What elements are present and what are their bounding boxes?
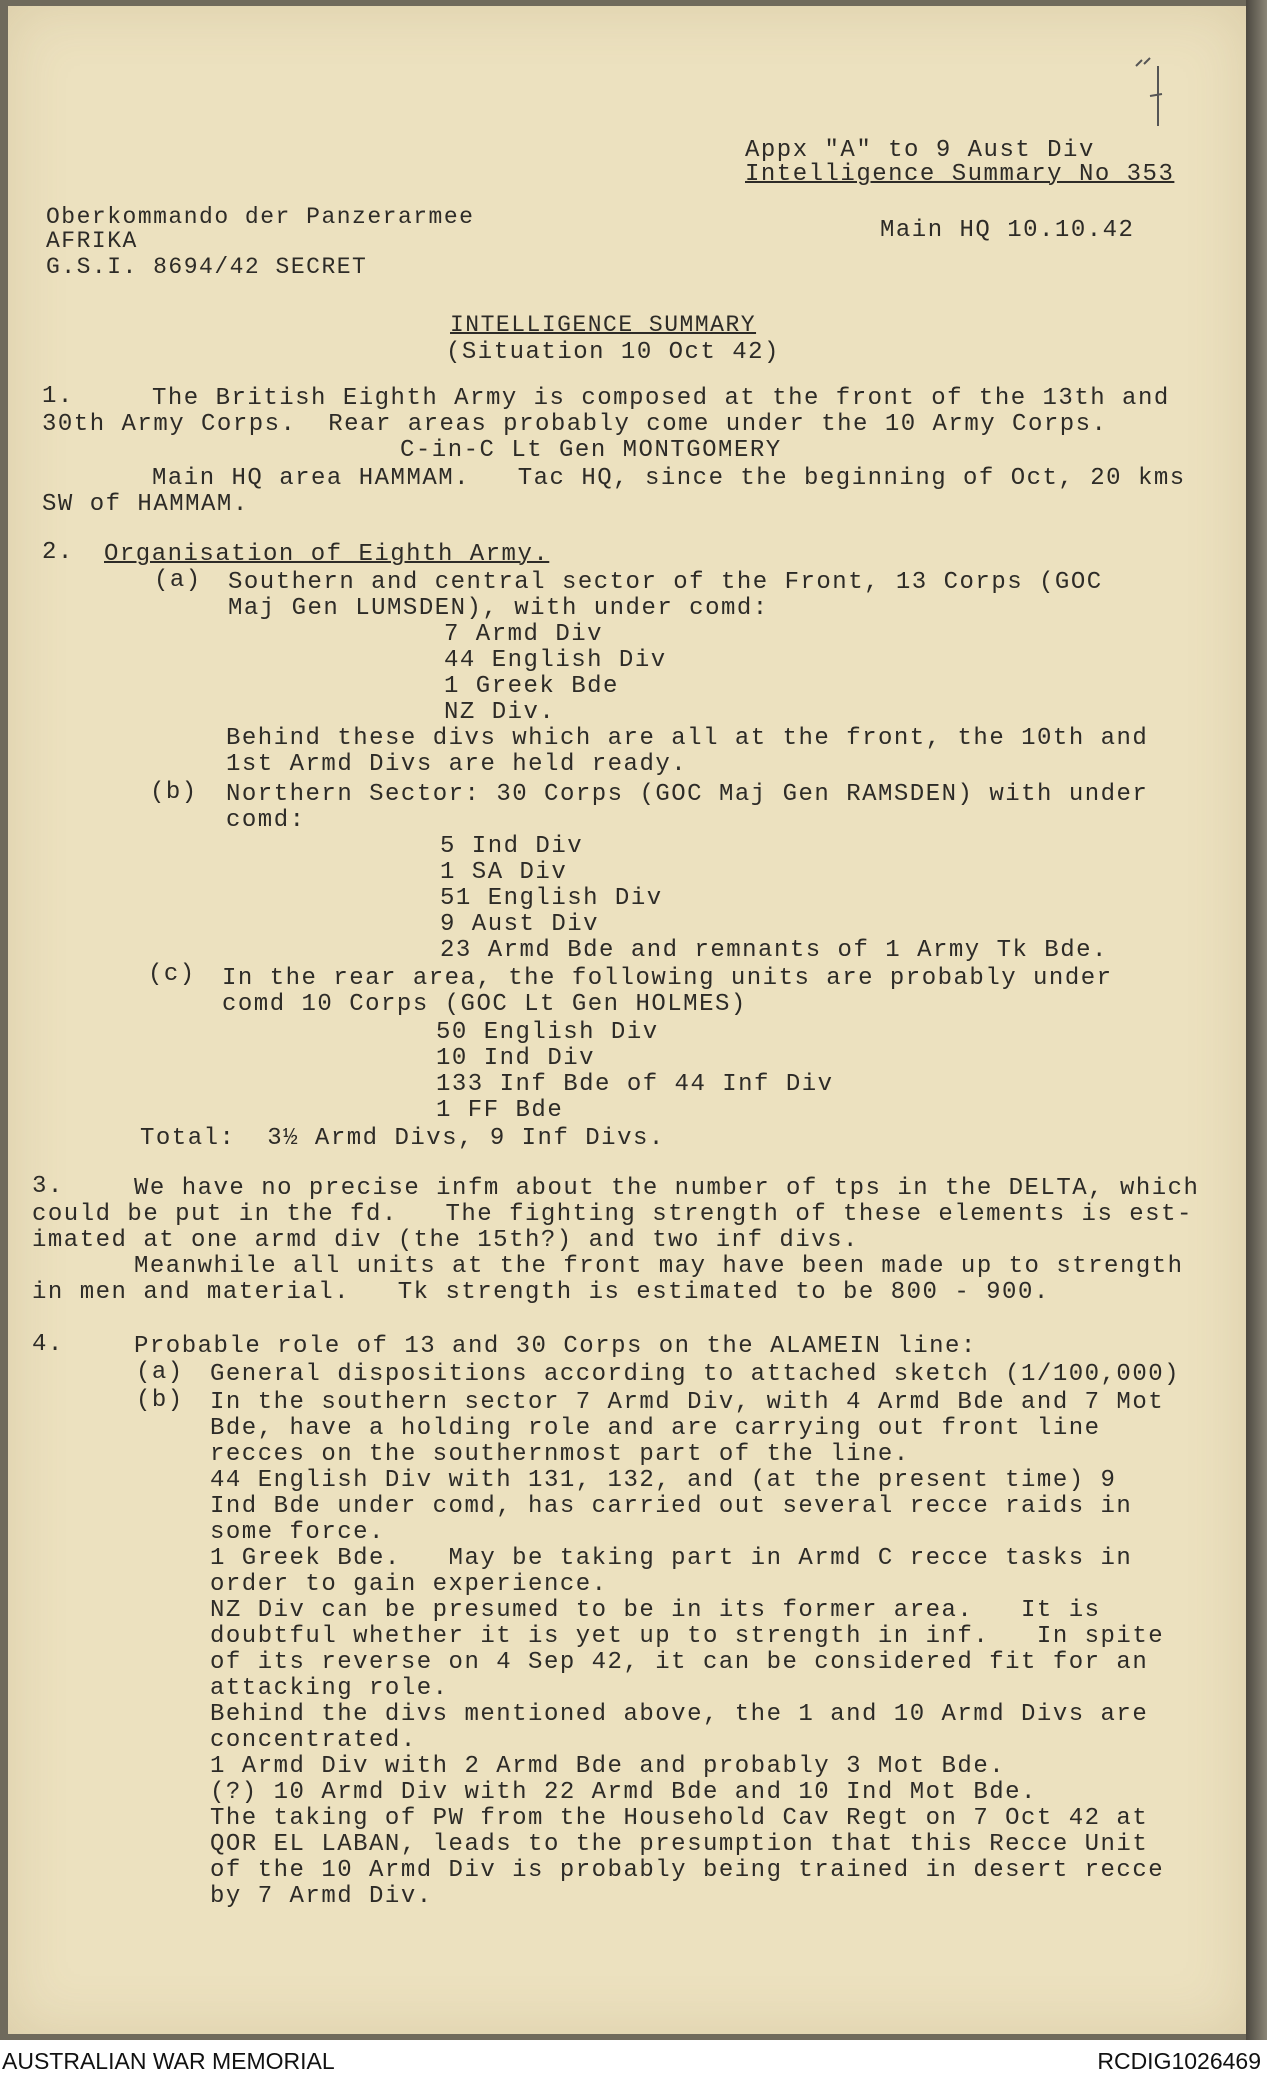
unit-list-item: 50 English Div: [436, 1019, 659, 1046]
para-number: 3.: [32, 1173, 64, 1200]
document-title: INTELLIGENCE SUMMARY: [450, 312, 757, 338]
para1-line: Main HQ area HAMMAM. Tac HQ, since the beginning of Oct, 20 kms: [152, 465, 1186, 492]
document-subtitle: (Situation 10 Oct 42): [446, 339, 780, 366]
para4b-line: of its reverse on 4 Sep 42, it can be considered fit for an: [210, 1649, 1149, 1676]
para1-line: 30th Army Corps. Rear areas probably come under the 10 Army Corps.: [42, 411, 1108, 438]
subpara-label: (c): [148, 961, 196, 988]
para4b-line: some force.: [210, 1519, 385, 1546]
summary-line: Intelligence Summary No 353: [745, 161, 1175, 188]
unit-list-item: 10 Ind Div: [436, 1045, 596, 1072]
hq-date-line: Main HQ 10.10.42: [880, 217, 1135, 244]
para4b-line: recces on the southernmost part of the line.: [210, 1441, 910, 1468]
document-paper: [8, 6, 1246, 2034]
para4b-line: (?) 10 Armd Div with 22 Armd Bde and 10 Ind Mot Bde.: [210, 1779, 1037, 1806]
para-number: 2.: [42, 539, 74, 566]
unit-list-item: 1 SA Div: [440, 859, 568, 886]
para2a-after-line: 1st Armd Divs are held ready.: [226, 751, 688, 778]
para4b-line: by 7 Armd Div.: [210, 1883, 433, 1910]
para4b-line: order to gain experience.: [210, 1571, 608, 1598]
para4b-line: doubtful whether it is yet up to strength in inf. In spite: [210, 1623, 1165, 1650]
subpara-label: (a): [136, 1359, 184, 1386]
para2a-after-line: Behind these divs which are all at the front, the 10th and: [226, 725, 1149, 752]
archive-name: AUSTRALIAN WAR MEMORIAL: [2, 2048, 335, 2074]
para4b-line: 1 Greek Bde. May be taking part in Armd C recce tasks in: [210, 1545, 1133, 1572]
subpara-label: (b): [136, 1387, 184, 1414]
total-line: Total: 3½ Armd Divs, 9 Inf Divs.: [140, 1125, 665, 1152]
para3-line: in men and material. Tk strength is estimated to be 800 - 900.: [32, 1279, 1050, 1306]
para4a-text: General dispositions according to attached sketch (1/100,000): [210, 1361, 1181, 1388]
para-number: 1.: [42, 383, 74, 410]
unit-list-item: 51 English Div: [440, 885, 663, 912]
para4b-line: 44 English Div with 131, 132, and (at the present time) 9: [210, 1467, 1117, 1494]
para4-heading: Probable role of 13 and 30 Corps on the ALAMEIN line:: [134, 1333, 977, 1360]
para2c-line: In the rear area, the following units are probably under: [222, 965, 1113, 992]
sender-line-2: AFRIKA: [46, 228, 138, 254]
para2b-line: Northern Sector: 30 Corps (GOC Maj Gen RAMSDEN) with under: [226, 781, 1149, 808]
para3-line: Meanwhile all units at the front may have been made up to strength: [134, 1253, 1184, 1280]
unit-list-item: 1 Greek Bde: [444, 673, 619, 700]
archive-id: RCDIG1026469: [1097, 2048, 1261, 2074]
para3-line: imated at one armd div (the 15th?) and two inf divs.: [32, 1227, 859, 1254]
para1-line: SW of HAMMAM.: [42, 491, 249, 518]
para3-line: could be put in the fd. The fighting strength of these elements is est-: [32, 1201, 1193, 1228]
para-number: 4.: [32, 1331, 64, 1358]
para4b-line: QOR EL LABAN, leads to the presumption that this Recce Unit: [210, 1831, 1149, 1858]
unit-list-item: 23 Armd Bde and remnants of 1 Army Tk Bde.: [440, 937, 1108, 964]
para4b-line: In the southern sector 7 Armd Div, with 4 Armd Bde and 7 Mot: [210, 1389, 1165, 1416]
para4b-line: The taking of PW from the Household Cav Regt on 7 Oct 42 at: [210, 1805, 1149, 1832]
para4b-line: Ind Bde under comd, has carried out several recce raids in: [210, 1493, 1133, 1520]
archive-footer: [0, 2040, 1267, 2082]
para4b-line: concentrated.: [210, 1727, 417, 1754]
para2-heading: Organisation of Eighth Army.: [104, 541, 550, 568]
para4b-line: Bde, have a holding role and are carrying out front line: [210, 1415, 1101, 1442]
appendix-line: Appx "A" to 9 Aust Div: [745, 137, 1095, 164]
unit-list-item: 44 English Div: [444, 647, 667, 674]
para1-line: C-in-C Lt Gen MONTGOMERY: [400, 437, 782, 464]
para2a-line: Maj Gen LUMSDEN), with under comd:: [228, 595, 769, 622]
sender-line-1: Oberkommando der Panzerarmee: [46, 204, 475, 230]
para4b-line: 1 Armd Div with 2 Armd Bde and probably 3 Mot Bde.: [210, 1753, 1006, 1780]
para4b-line: of the 10 Armd Div is probably being trained in desert recce: [210, 1857, 1165, 1884]
unit-list-item: NZ Div.: [444, 699, 556, 726]
para3-line: We have no precise infm about the number of tps in the DELTA, which: [134, 1175, 1200, 1202]
para2b-line: comd:: [226, 807, 306, 834]
sender-line-3: G.S.I. 8694/42 SECRET: [46, 254, 368, 280]
unit-list-item: 9 Aust Div: [440, 911, 600, 938]
para1-line: The British Eighth Army is composed at the front of the 13th and: [152, 385, 1170, 412]
pencil-mark: [1128, 56, 1168, 136]
para4b-line: Behind the divs mentioned above, the 1 and 10 Armd Divs are: [210, 1701, 1149, 1728]
para2a-line: Southern and central sector of the Front, 13 Corps (GOC: [228, 569, 1103, 596]
subpara-label: (b): [150, 779, 198, 806]
unit-list-item: 5 Ind Div: [440, 833, 584, 860]
paper-edge-shadow: [1246, 0, 1267, 2040]
para2c-line: comd 10 Corps (GOC Lt Gen HOLMES): [222, 991, 747, 1018]
unit-list-item: 133 Inf Bde of 44 Inf Div: [436, 1071, 834, 1098]
unit-list-item: 7 Armd Div: [444, 621, 604, 648]
subpara-label: (a): [154, 567, 202, 594]
unit-list-item: 1 FF Bde: [436, 1097, 564, 1124]
para4b-line: attacking role.: [210, 1675, 449, 1702]
para4b-line: NZ Div can be presumed to be in its former area. It is: [210, 1597, 1101, 1624]
